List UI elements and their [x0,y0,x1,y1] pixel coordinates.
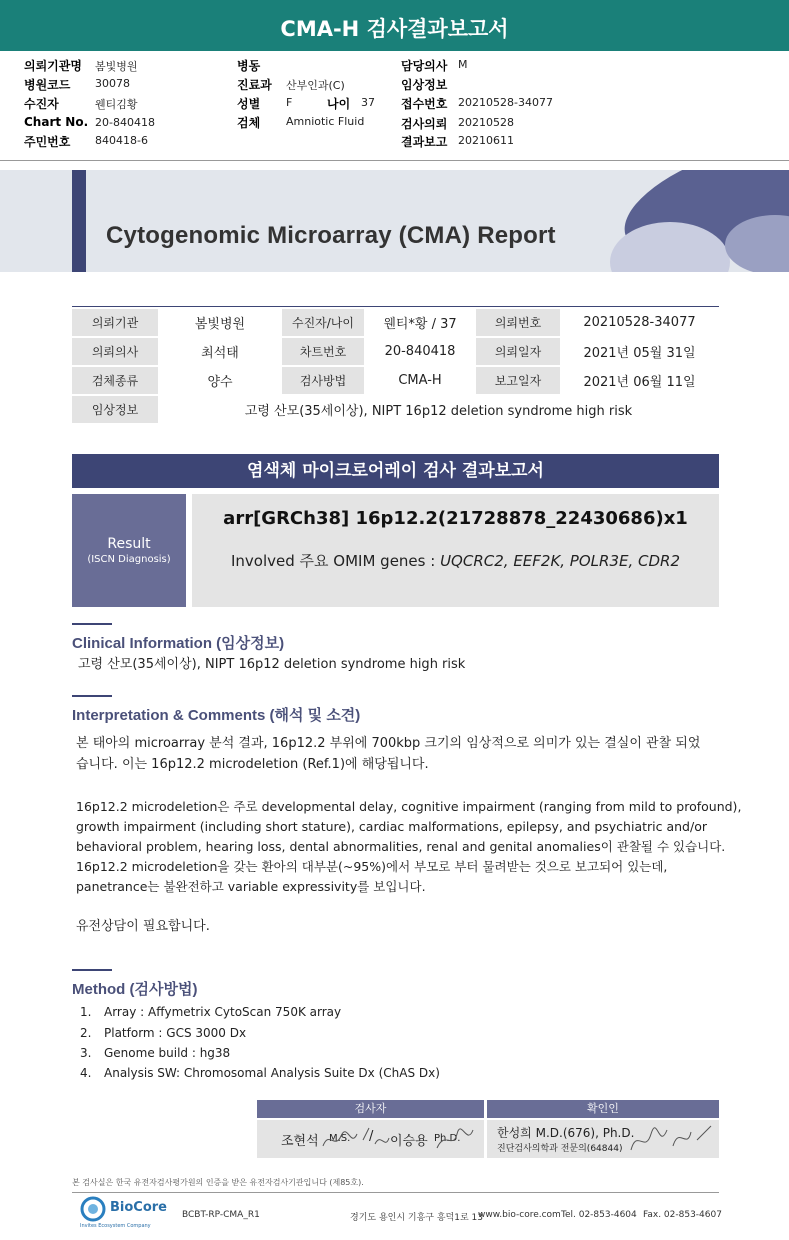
section-rule [72,695,112,697]
list-number: 2. [80,1026,92,1040]
table-cell: 의뢰일자 [476,337,560,366]
field-value: M [458,58,468,71]
table-cell: 의뢰의사 [72,337,158,366]
field-label: 병동 [237,59,261,73]
tester-degree: Ph.D. [434,1133,461,1144]
list-text: Array : Affymetrix CytoScan 750K array [104,1005,342,1019]
table-cell: 봄빛병원 [158,308,282,337]
result-label: Result [107,536,151,552]
interpretation-line: 유전상담이 필요합니다. [76,919,210,934]
handwritten-signature [627,1120,717,1158]
table-row [72,308,719,337]
field-value: 20210611 [458,134,514,147]
table-cell: 20-840418 [364,337,476,366]
table-cell: 양수 [158,366,282,395]
table-row [72,366,719,395]
report-title: CMA-H 검사결과보고서 [0,0,789,48]
result-label-box [72,494,186,607]
omim-gene-list: UQCRC2, EEF2K, POLR3E, CDR2 [440,552,680,570]
list-number: 3. [80,1046,92,1060]
banner-decoration-graphic [560,170,789,272]
iscn-result: arr[GRCh38] 16p12.2(21728878_22430686)x1 [223,508,688,529]
result-section-header: 염색체 마이크로어레이 검사 결과보고서 [72,454,719,488]
report-banner [0,170,789,272]
header-divider [0,160,789,161]
list-number: 4. [80,1066,92,1080]
list-text: Genome build : hg38 [104,1046,231,1060]
biocore-logo-icon [80,1196,106,1222]
omim-prefix: Involved 주요 OMIM genes : [231,552,441,570]
table-cell: 웬티*황 / 37 [364,308,476,337]
field-value: F [286,96,293,109]
table-row [72,337,719,366]
table-cell: 2021년 05월 31일 [560,337,719,366]
telephone: Tel. 02-853-4604 [561,1210,637,1220]
result-sublabel: (ISCN Diagnosis) [87,554,171,565]
omim-genes-line [192,550,719,571]
field-label: 성별 [237,97,261,111]
interpretation-line: growth impairment (including short stature), cardiac malformations, epilepsy, and psychiatric and/or [76,819,707,834]
confirmer-name: 한성희 M.D.(676), Ph.D. [497,1126,635,1140]
field-value: 840418-6 [95,134,148,147]
field-label: 수진자 [24,97,59,111]
result-content [192,494,719,607]
field-value: 20210528 [458,116,514,129]
title-underline [0,48,789,51]
tester-cell [257,1120,484,1158]
table-cell: 최석태 [158,337,282,366]
interpretation-line: 본 태아의 microarray 분석 결과, 16p12.2 부위에 700kbp 크기의 임상적으로 의미가 있는 결실이 관찰 되었 [76,736,701,751]
method-title: Method (검사방법) [72,981,198,998]
list-item [80,1002,342,1022]
table-cell: 수진자/나이 [282,308,364,337]
table-cell: 차트번호 [282,337,364,366]
field-label: 주민번호 [24,135,71,149]
clinical-info-title: Clinical Information (임상정보) [72,635,285,652]
field-value: 웬티김황 [95,98,138,111]
table-cell: CMA-H [364,366,476,395]
certification-note: 본 검사실은 한국 유전자검사평가원의 인증을 받은 유전자검사기관입니다 (제85호). [72,1178,364,1187]
field-label: 의뢰기관명 [24,59,82,73]
table-cell: 의뢰번호 [476,308,560,337]
interpretation-line: 습니다. 이는 16p12.2 microdeletion (Ref.1)에 해당됩니다. [76,757,429,772]
address: 경기도 용인시 기흥구 흥덕1로 13 [350,1213,483,1223]
list-number: 1. [80,1005,92,1019]
brand-tagline: Invites Ecosystem Company [80,1223,151,1229]
field-label: 병원코드 [24,78,71,92]
table-cell: 검사방법 [282,366,364,395]
interpretation-line: 16p12.2 microdeletion을 갖는 환아의 대부분(~95%)에서 부모로 부터 물려받는 것으로 보고되어 있는데, [76,859,668,874]
clinical-info-text: 고령 산모(35세이상), NIPT 16p12 deletion syndrome high risk [78,657,466,672]
table-cell: 의뢰기관 [72,308,158,337]
interpretation-title: Interpretation & Comments (해석 및 소견) [72,707,361,724]
interpretation-line: panetrance는 불완전하고 variable expressivity를 보입니다. [76,879,426,894]
tester-name: 조현석 [281,1134,319,1149]
banner-accent-bar [72,170,86,272]
field-value: 산부인과(C) [286,79,345,92]
banner-title: Cytogenomic Microarray (CMA) Report [106,222,556,249]
table-cell: 임상정보 [72,395,158,423]
field-label: 진료과 [237,78,272,92]
document-code: BCBT-RP-CMA_R1 [182,1210,260,1220]
table-row [72,395,719,423]
interpretation-line: 16p12.2 microdeletion은 주로 developmental delay, cognitive impairment (ranging from mild to profound), [76,799,742,814]
website: www.bio-core.com [478,1210,561,1220]
fax: Fax. 02-853-4607 [643,1210,722,1220]
list-item [80,1023,247,1043]
tester-separator: / [369,1129,374,1144]
field-label: Chart No. [24,115,89,129]
field-value: 30078 [95,77,130,90]
confirmer-cell [487,1120,719,1158]
table-cell: 20210528-34077 [560,308,719,337]
field-label: 접수번호 [401,97,448,111]
field-value: 37 [361,96,375,109]
list-text: Analysis SW: Chromosomal Analysis Suite Dx (ChAS Dx) [104,1066,440,1080]
tester-header: 검사자 [257,1100,484,1118]
list-item [80,1043,231,1063]
field-value: 20-840418 [95,116,155,129]
confirmer-title: 진단검사의학과 전문의(64844) [497,1144,623,1154]
section-rule [72,969,112,971]
field-value: 20210528-34077 [458,96,553,109]
field-value: 봄빛병원 [95,60,138,73]
table-cell: 보고일자 [476,366,560,395]
field-label: 결과보고 [401,135,448,149]
field-value: Amniotic Fluid [286,115,365,128]
list-text: Platform : GCS 3000 Dx [104,1026,247,1040]
confirmer-header: 확인인 [487,1100,719,1118]
biocore-logo [80,1196,167,1229]
field-label: 담당의사 [401,59,448,73]
brand-name: BioCore [110,1200,167,1215]
section-rule [72,623,112,625]
field-label: 검체 [237,116,261,130]
table-cell: 검체종류 [72,366,158,395]
tester-degree: M.S. [329,1133,351,1144]
interpretation-line: behavioral problem, hearing loss, dental abnormalities, renal and genital anomalies이 관찰될 수 있습니다. [76,839,726,854]
field-label: 나이 [327,97,351,111]
field-label: 임상정보 [401,78,448,92]
handwritten-signature [317,1120,477,1158]
list-item [80,1063,440,1083]
table-cell: 2021년 06월 11일 [560,366,719,395]
info-table [72,307,719,423]
tester-name: 이승용 [390,1134,428,1149]
footer-divider [72,1192,719,1193]
field-label: 검사의뢰 [401,117,448,131]
table-cell: 고령 산모(35세이상), NIPT 16p12 deletion syndrome high risk [158,395,719,423]
